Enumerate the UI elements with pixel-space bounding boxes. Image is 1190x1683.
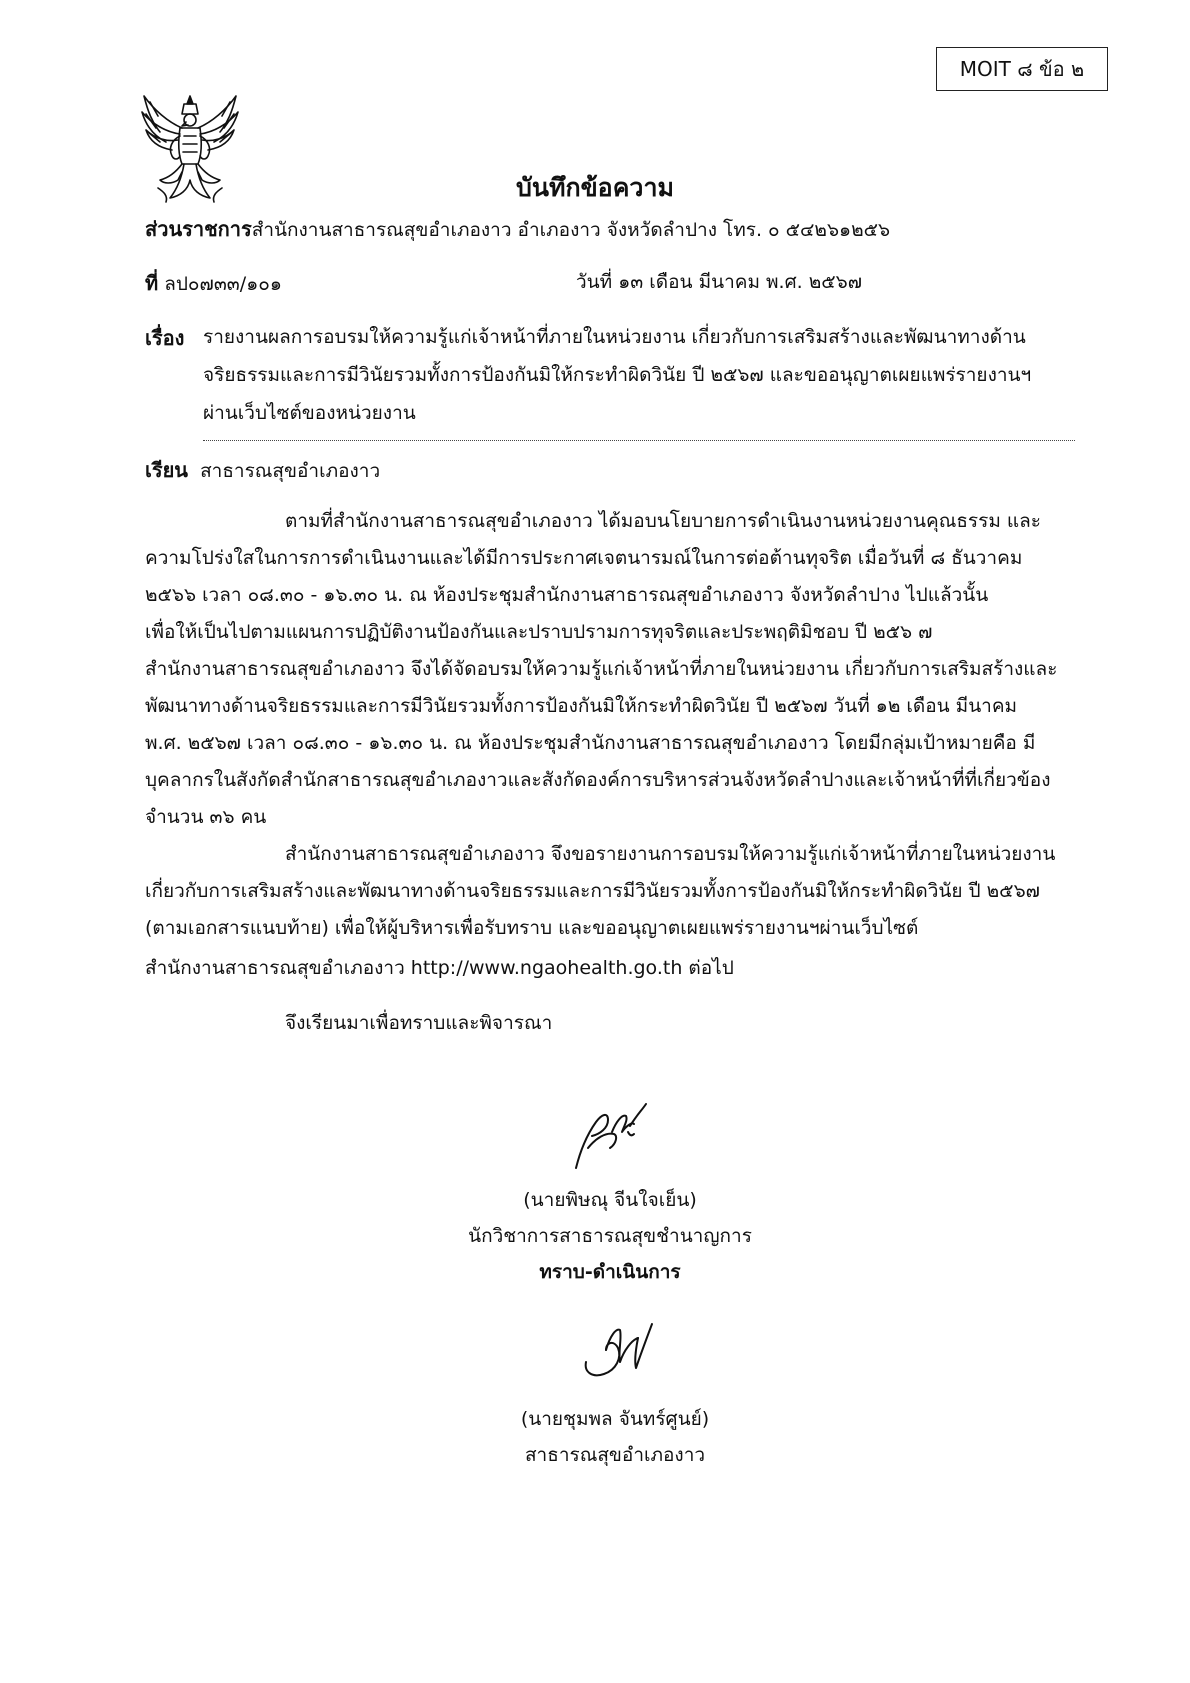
to-value: สาธารณสุขอำเภองาว (200, 460, 381, 482)
subject-label: เรื่อง (145, 326, 185, 350)
body-paragraph-2 (145, 836, 1083, 987)
paragraph-line: พัฒนาทางด้านจริยธรรมและการมีวินัยรวมทั้งการป้องกันมิให้กระทำผิดวินัย ปี ๒๕๖๗ วันที่ ๑๒ เดือน มีนาคม (145, 695, 1018, 717)
paragraph-line: เพื่อให้เป็นไปตามแผนการปฏิบัติงานป้องกันและปราบปรามการทุจริตและประพฤติมิชอบ ปี ๒๕๖ ๗ (145, 621, 933, 643)
subject-line-2: จริยธรรมและการมีวินัยรวมทั้งการป้องกันมิให้กระทำผิดวินัย ปี ๒๕๖๗ และขออนุญาตเผยแพร่รายงานฯ (203, 364, 1032, 386)
paragraph-line: บุคลากรในสังกัดสำนักสาธารณสุขอำเภองาวและสังกัดองค์การบริหารส่วนจังหวัดลำปางและเจ้าหน้าที่ที่เกี่ยวข้อง (145, 769, 1051, 791)
date-line: วันที่ ๑๓ เดือน มีนาคม พ.ศ. ๒๕๖๗ (576, 271, 862, 293)
paragraph-line: จำนวน ๓๖ คน (145, 806, 267, 828)
paragraph-line: พ.ศ. ๒๕๖๗ เวลา ๐๘.๓๐ - ๑๖.๓๐ น. ณ ห้องประชุมสำนักงานสาธารณสุขอำเภองาว โดยมีกลุ่มเป้าหมายคือ มี (145, 732, 1036, 754)
paragraph-line: ตามที่สำนักงานสาธารณสุขอำเภองาว ได้มอบนโยบายการดำเนินงานหน่วยงานคุณธรรม และ (285, 510, 1041, 532)
memo-title: บันทึกข้อความ (516, 173, 674, 202)
paragraph-line: สำนักงานสาธารณสุขอำเภองาว จึงขอรายงานการอบรมให้ความรู้แก่เจ้าหน้าที่ภายในหน่วยงาน (285, 843, 1056, 865)
reference-value: ลป๐๗๓๓/๑๐๑ (158, 273, 282, 295)
agency-line (145, 213, 890, 245)
subject-line-3: ผ่านเว็บไซต์ของหน่วยงาน (203, 402, 416, 424)
paragraph-line: สำนักงานสาธารณสุขอำเภองาว จึงได้จัดอบรมให้ความรู้แก่เจ้าหน้าที่ภายในหน่วยงาน เกี่ยวกับการเสริมสร้างและ (145, 658, 1058, 680)
signer-2-position: สาธารณสุขอำเภองาว (524, 1444, 706, 1466)
signature-1-image (566, 1092, 656, 1172)
subject-divider (203, 440, 1075, 441)
document-code-box: MOIT ๘ ข้อ ๒ (936, 47, 1108, 91)
reference-line (145, 267, 282, 299)
paragraph-line: ๒๕๖๖ เวลา ๐๘.๓๐ - ๑๖.๓๐ น. ณ ห้องประชุมสำนักงานสาธารณสุขอำเภองาว จังหวัดลำปาง ไปแล้วนั้น (145, 584, 989, 606)
to-line (145, 454, 380, 486)
signature-2-image (578, 1318, 658, 1384)
subject-label-wrap (145, 322, 184, 354)
to-label: เรียน (145, 458, 188, 482)
reference-label: ที่ (145, 271, 159, 295)
signer-1-name: (นายพิษณุ จีนใจเย็น) (523, 1189, 697, 1211)
body-paragraph-1 (145, 503, 1083, 836)
paragraph-line: สำนักงานสาธารณสุขอำเภองาว http://www.ngaohealth.go.th ต่อไป (145, 957, 734, 979)
closing-line: จึงเรียนมาเพื่อทราบและพิจารณา (285, 1012, 553, 1034)
paragraph-line: ความโปร่งใสในการการดำเนินงานและได้มีการประกาศเจตนารมณ์ในการต่อต้านทุจริต เมื่อวันที่ ๘ ธันวาคม (145, 547, 1023, 569)
paragraph-line: (ตามเอกสารแนบท้าย) เพื่อให้ผู้บริหารเพื่อรับทราบ และขออนุญาตเผยแพร่รายงานฯผ่านเว็บไซต์ (145, 917, 919, 939)
agency-value: สำนักงานสาธารณสุขอำเภองาว อำเภองาว จังหวัดลำปาง โทร. ๐ ๕๔๒๖๑๒๕๖ (251, 219, 891, 241)
signer-2-name: (นายชุมพล จันทร์ศูนย์) (520, 1408, 710, 1430)
signer-1-position: นักวิชาการสาธารณสุขชำนาญการ (468, 1225, 752, 1247)
subject-line-1: รายงานผลการอบรมให้ความรู้แก่เจ้าหน้าที่ภายในหน่วยงาน เกี่ยวกับการเสริมสร้างและพัฒนาทางด้าน (203, 326, 1026, 348)
paragraph-line: เกี่ยวกับการเสริมสร้างและพัฒนาทางด้านจริยธรรมและการมีวินัยรวมทั้งการป้องกันมิให้กระทำผิดวินัย ปี ๒๕๖๗ (145, 880, 1040, 902)
agency-label: ส่วนราชการ (145, 217, 252, 241)
order-note: ทราบ-ดำเนินการ (539, 1261, 681, 1283)
